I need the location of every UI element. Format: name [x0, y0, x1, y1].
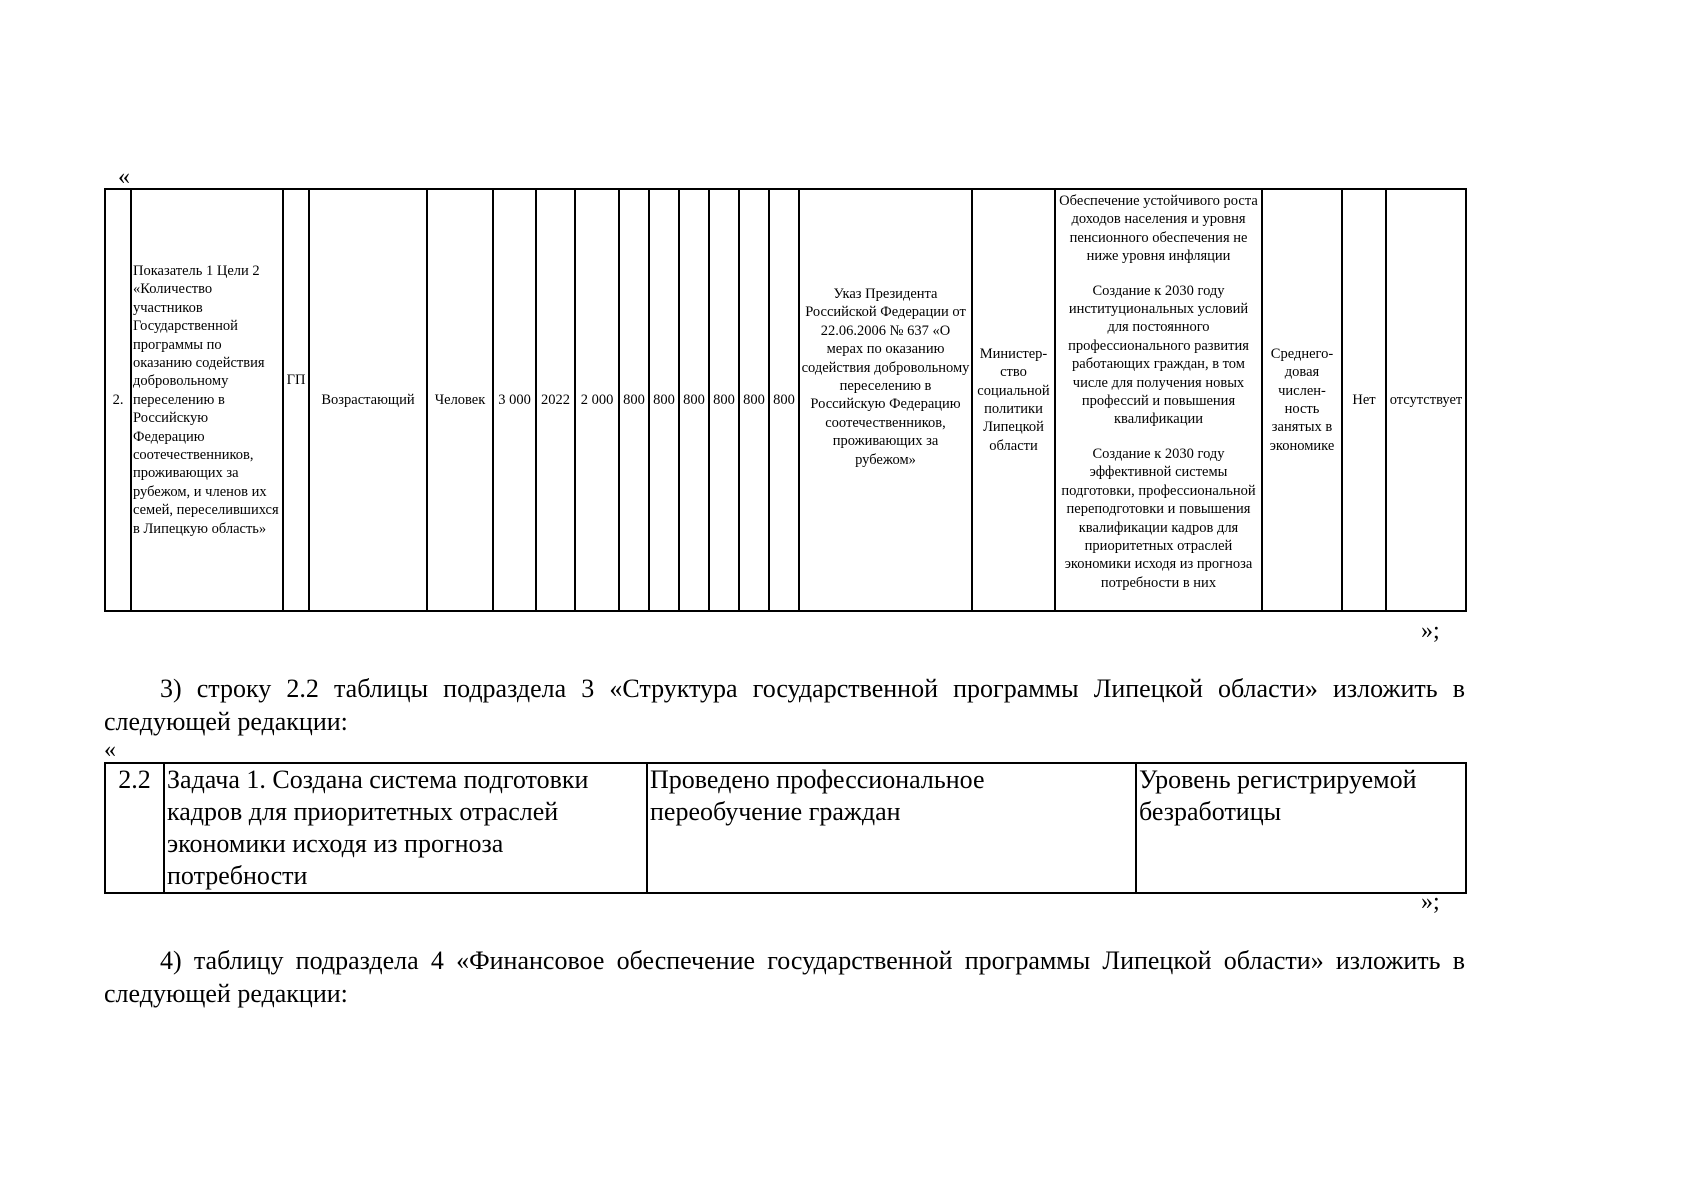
row-number: 2.2 [105, 763, 164, 893]
value-cell: 800 [739, 189, 769, 611]
base-value: 3 000 [493, 189, 536, 611]
indicator-name: Показатель 1 Цели 2 «Количество участников Государственной программы по оказанию содействия добровольному переселению в Российскую Федерацию соотечественников, проживающих за рубежом, и членов их семей, переселившихся в Липецкую область» [131, 189, 283, 611]
value-cell: 800 [649, 189, 679, 611]
close-quote-2: »; [1421, 889, 1440, 915]
value-cell: 2 000 [575, 189, 619, 611]
open-quote-1: « [118, 164, 130, 190]
national-goal-item: Создание к 2030 году эффективной системы подготовки, профессиональной переподготовки и повышения квалификации кадров для приоритетных отраслей экономики исходя из прогноза потребности в них [1061, 445, 1256, 591]
gp-indicator: Среднего-довая числен-ность занятых в экономике [1262, 189, 1342, 611]
table-row [105, 189, 1466, 611]
value-cell: 800 [709, 189, 739, 611]
unit: Человек [427, 189, 493, 611]
national-goal-item: Создание к 2030 году институциональных условий для постоянного профессионального развития работающих граждан, в том числе для получения новых профессий и повышения квалификации [1068, 282, 1249, 428]
paragraph-3: 3) строку 2.2 таблицы подраздела 3 «Структура государственной программы Липецкой области» изложить в следующей редакции: [104, 674, 1465, 736]
value-cell: 800 [769, 189, 799, 611]
info-system: отсутствует [1386, 189, 1466, 611]
indicator-table [104, 188, 1467, 612]
task-indicator: Уровень регистрируемой безработицы [1136, 763, 1466, 893]
base-year: 2022 [536, 189, 575, 611]
flag: Нет [1342, 189, 1386, 611]
table-row [105, 763, 1466, 893]
open-quote-2: « [104, 737, 116, 763]
national-goals [1055, 189, 1262, 611]
indicator-level: ГП [283, 189, 309, 611]
legal-document: Указ Президента Российской Федерации от 22.06.2006 № 637 «О мерах по оказанию содействия добровольному переселению в Российскую Федерацию соотечественников, проживающих за рубежом» [799, 189, 972, 611]
trend: Возрастающий [309, 189, 427, 611]
task-effect: Проведено профессиональное переобучение граждан [647, 763, 1136, 893]
structure-table [104, 762, 1467, 894]
paragraph-4: 4) таблицу подраздела 4 «Финансовое обеспечение государственной программы Липецкой области» изложить в следующей редакции: [104, 946, 1465, 1008]
responsible-body: Министер-ство социальной политики Липецкой области [972, 189, 1055, 611]
value-cell: 800 [679, 189, 709, 611]
task-name: Задача 1. Создана система подготовки кадров для приоритетных отраслей экономики исходя из прогноза потребности [164, 763, 647, 893]
national-goal-item: Обеспечение устойчивого роста доходов населения и уровня пенсионного обеспечения не ниже уровня инфляции [1059, 193, 1258, 265]
row-number: 2. [105, 189, 131, 611]
close-quote-1: »; [1421, 618, 1440, 644]
value-cell: 800 [619, 189, 649, 611]
